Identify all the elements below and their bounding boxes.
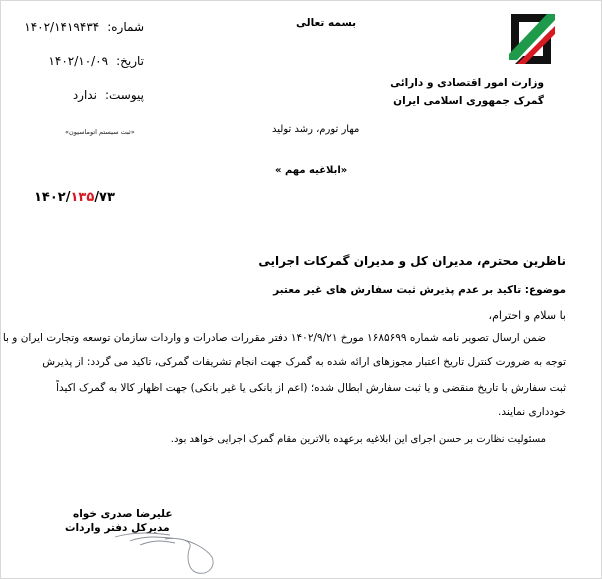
body-line: ضمن ارسال تصویر نامه شماره ۱۶۸۵۶۹۹ مورخ ۱۴۰۲/۹/۲۱ دفتر مقررات صادرات و واردات سازمان توسعه وتجارت ایران و با bbox=[2, 332, 546, 344]
reference-part-1: ۱۴۰۲/ bbox=[34, 190, 71, 205]
subject-line: موضوع: تاکید بر عدم پذیرش ثبت سفارش های غیر معتبر bbox=[273, 284, 566, 296]
letter-number-row bbox=[24, 20, 144, 34]
attachment-label: پیوست: bbox=[104, 88, 144, 102]
ministry-name: وزارت امور اقتصادی و دارائی bbox=[390, 77, 544, 89]
customs-name: گمرک جمهوری اسلامی ایران bbox=[393, 95, 544, 107]
customs-logo-icon bbox=[503, 10, 559, 68]
addressee: ناظرین محترم، مدیران کل و مدیران گمرکات اجرایی bbox=[258, 254, 566, 268]
letter-date-value: ۱۴۰۲/۱۰/۰۹ bbox=[48, 54, 109, 68]
notice-type: «ابلاغیه مهم » bbox=[275, 165, 348, 176]
letter-date-row bbox=[48, 54, 144, 68]
year-slogan: مهار تورم، رشد تولید bbox=[272, 124, 360, 135]
handwritten-signature-icon bbox=[110, 527, 220, 577]
letter-number-value: ۱۴۰۲/۱۴۱۹۴۳۴ bbox=[24, 20, 100, 34]
automation-note: «ثبت سیستم اتوماسیون» bbox=[65, 128, 135, 136]
signer-name: علیرضا صدری خواه bbox=[73, 508, 173, 520]
closing-paragraph: مسئولیت نظارت بر حسن اجرای این ابلاغیه برعهده بالاترین مقام گمرک اجرایی خواهد بود. bbox=[170, 434, 546, 445]
letter-number-label: شماره: bbox=[107, 20, 144, 34]
body-line: خودداری نمایند. bbox=[498, 406, 566, 418]
letter-date-label: تاریخ: bbox=[116, 54, 144, 68]
attachment-row bbox=[73, 88, 144, 102]
body-line: ثبت سفارش با تاریخ منقضی و یا ثبت سفارش ابطال شده؛ (اعم از بانکی یا غیر بانکی) جهت اظهار کالا به گمرک اکیداً bbox=[56, 382, 566, 394]
basmala-heading: بسمه تعالی bbox=[296, 17, 357, 29]
signer-title: مدیرکل دفتر واردات bbox=[65, 522, 170, 534]
attachment-value: ندارد bbox=[72, 88, 97, 102]
reference-part-2: ۱۳۵ bbox=[70, 190, 95, 205]
body-line: توجه به ضرورت کنترل تاریخ اعتبار مجوزهای ارائه شده به گمرک جهت انجام تشریفات گمرکی، تاکید می گردد: از پذیرش bbox=[42, 356, 566, 368]
reference-part-3: /۷۳ bbox=[94, 190, 115, 205]
reference-number bbox=[34, 190, 115, 205]
greeting: با سلام و احترام، bbox=[488, 309, 566, 322]
